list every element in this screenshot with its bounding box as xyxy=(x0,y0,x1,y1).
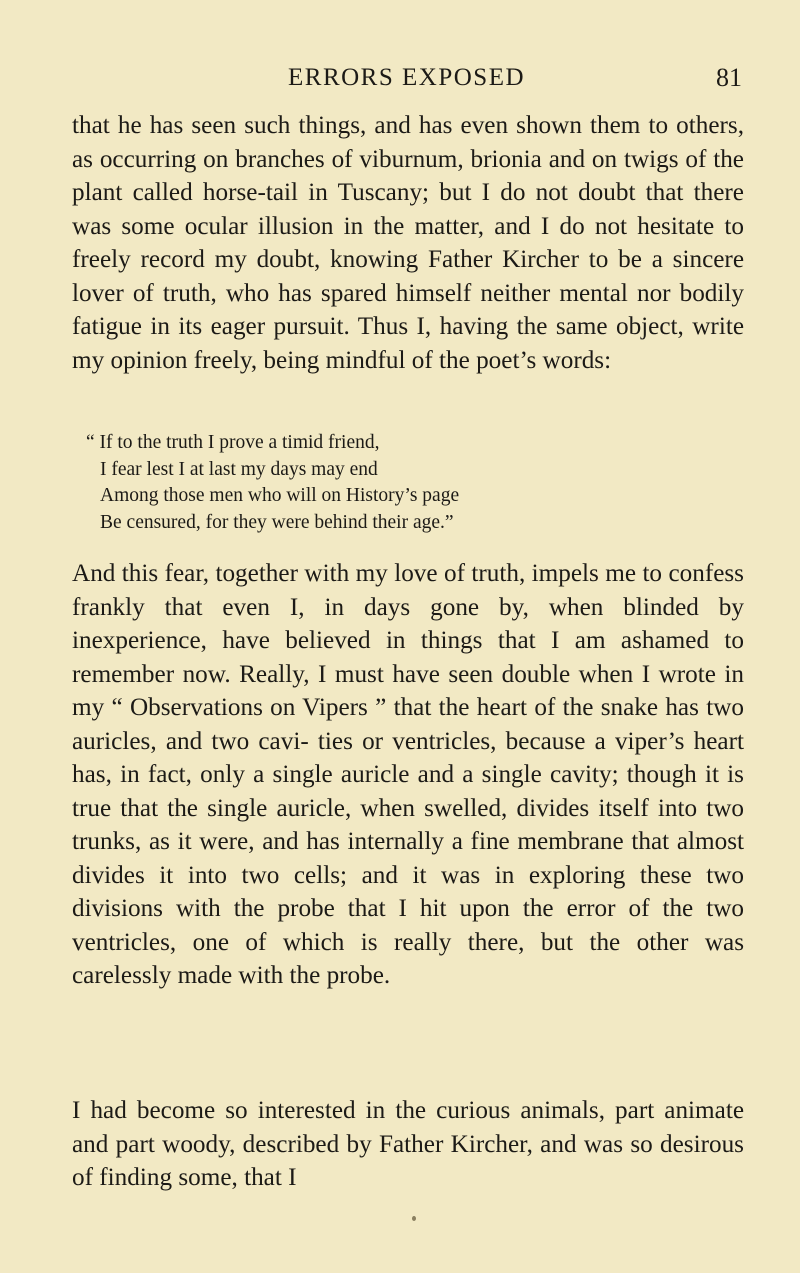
paragraph-2: And this fear, together with my love of truth, impels me to confess frankly that even I, in days gone by, when blinded by inexperience, have believed in things that I am ashamed to remember now. Really, I must have seen double when I wrote in my “ Observations on Vipers ” that the heart of the snake has two auricles, and two cavi- ties or ventricles, because a viper’s heart has, in fact, only a single auricle and a single cavity; though it is true that the single auricle, when swelled, divides itself into two trunks, as it were, and has internally a fine membrane that almost divides it into two cells; and it was in exploring these two divisions with the probe that I hit upon the error of the two ventricles, one of which is really there, but the other was carelessly made with the probe. xyxy=(72,560,744,989)
paragraph-1: that he has seen such things, and has even shown them to others, as occurring on branches of viburnum, brionia and on twigs of the plant called horse-tail in Tuscany; but I do not doubt that there was some ocular illusion in the matter, and I do not hesitate to freely record my doubt, knowing Father Kircher to be a sincere lover of truth, who has spared himself neither mental nor bodily fatigue in its eager pursuit. Thus I, having the same object, write my opinion freely, being mindful of the poet’s words: xyxy=(72,112,744,374)
page-number: 81 xyxy=(716,63,742,92)
paragraph-3: I had become so interested in the curious animals, part animate and part woody, described by Father Kircher, and was so desirous of finding some, that I xyxy=(72,1097,744,1191)
paragraph-block-1 xyxy=(72,109,744,377)
print-speck xyxy=(412,1216,416,1221)
verse-line-3: Among those men who will on History’s page xyxy=(100,485,460,506)
verse-line-2: I fear lest I at last my days may end xyxy=(100,458,378,480)
paragraph-block-3 xyxy=(72,1094,744,1195)
paragraph-block-2 xyxy=(72,557,744,993)
verse-line-1: “ If to the truth I prove a timid friend, xyxy=(86,432,380,453)
verse-line-4: Be censured, for they were behind their age.” xyxy=(100,511,454,533)
running-title: ERRORS EXPOSED xyxy=(288,64,526,91)
running-head xyxy=(0,58,800,98)
verse-quotation xyxy=(86,430,706,536)
